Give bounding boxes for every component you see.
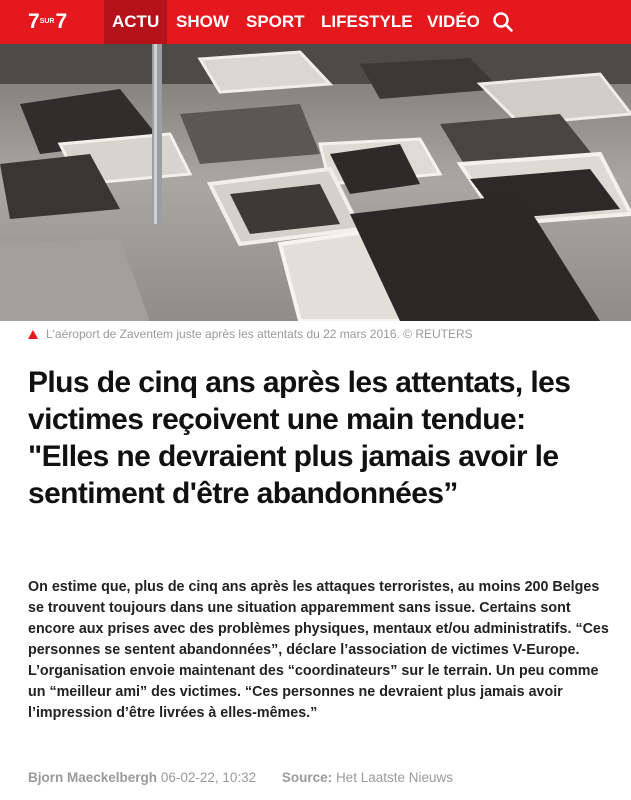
logo-digit-left: 7 xyxy=(28,10,39,33)
top-navigation-bar xyxy=(0,0,631,44)
nav-item-sport[interactable]: SPORT xyxy=(246,12,305,31)
caption-triangle-icon xyxy=(28,330,38,339)
site-logo[interactable] xyxy=(28,9,66,35)
airport-debris-image xyxy=(0,44,631,321)
nav-item-show[interactable]: SHOW xyxy=(176,12,229,31)
article-photo[interactable] xyxy=(0,44,631,321)
article-title: Plus de cinq ans après les attentats, les victimes reçoivent une main tendue: "Elles ne devraient plus jamais avoir le sentiment d'être abandonnées” xyxy=(28,366,571,510)
caption-text: L'aéroport de Zaventem juste après les attentats du 22 mars 2016. © REUTERS xyxy=(46,327,473,341)
nav-item-actu[interactable]: ACTU xyxy=(104,0,167,44)
source-name: Het Laatste Nieuws xyxy=(335,770,453,785)
logo-digit-right: 7 xyxy=(55,10,67,33)
nav-item-video[interactable]: VIDÉO xyxy=(427,12,480,31)
logo-sur: SUR xyxy=(39,17,55,25)
publish-date: 06-02-22, 10:32 xyxy=(160,770,257,785)
source-label: Source: xyxy=(281,770,333,785)
article-meta xyxy=(28,770,453,785)
nav-item-lifestyle[interactable]: LIFESTYLE xyxy=(321,12,413,31)
author-name[interactable]: Bjorn Maeckelbergh xyxy=(28,770,158,785)
search-icon[interactable] xyxy=(492,11,514,33)
article-lead: On estime que, plus de cinq ans après les attaques terroristes, au moins 200 Belges se trouvent toujours dans une situation apparemment sans issue. Certains sont encore aux prises avec des problèmes physiques, mentaux et/ou administratifs. “Ces personnes se sentent abandonnées”, déclare l’association de victimes V-Europe. L’organisation envoie maintenant des “coordinateurs” sur le terrain. Un peu comme un “meilleur ami” des victimes. “Ces personnes ne devraient plus jamais avoir l’impression d’être livrées à elles-mêmes.” xyxy=(28,579,609,721)
photo-caption xyxy=(28,327,473,341)
